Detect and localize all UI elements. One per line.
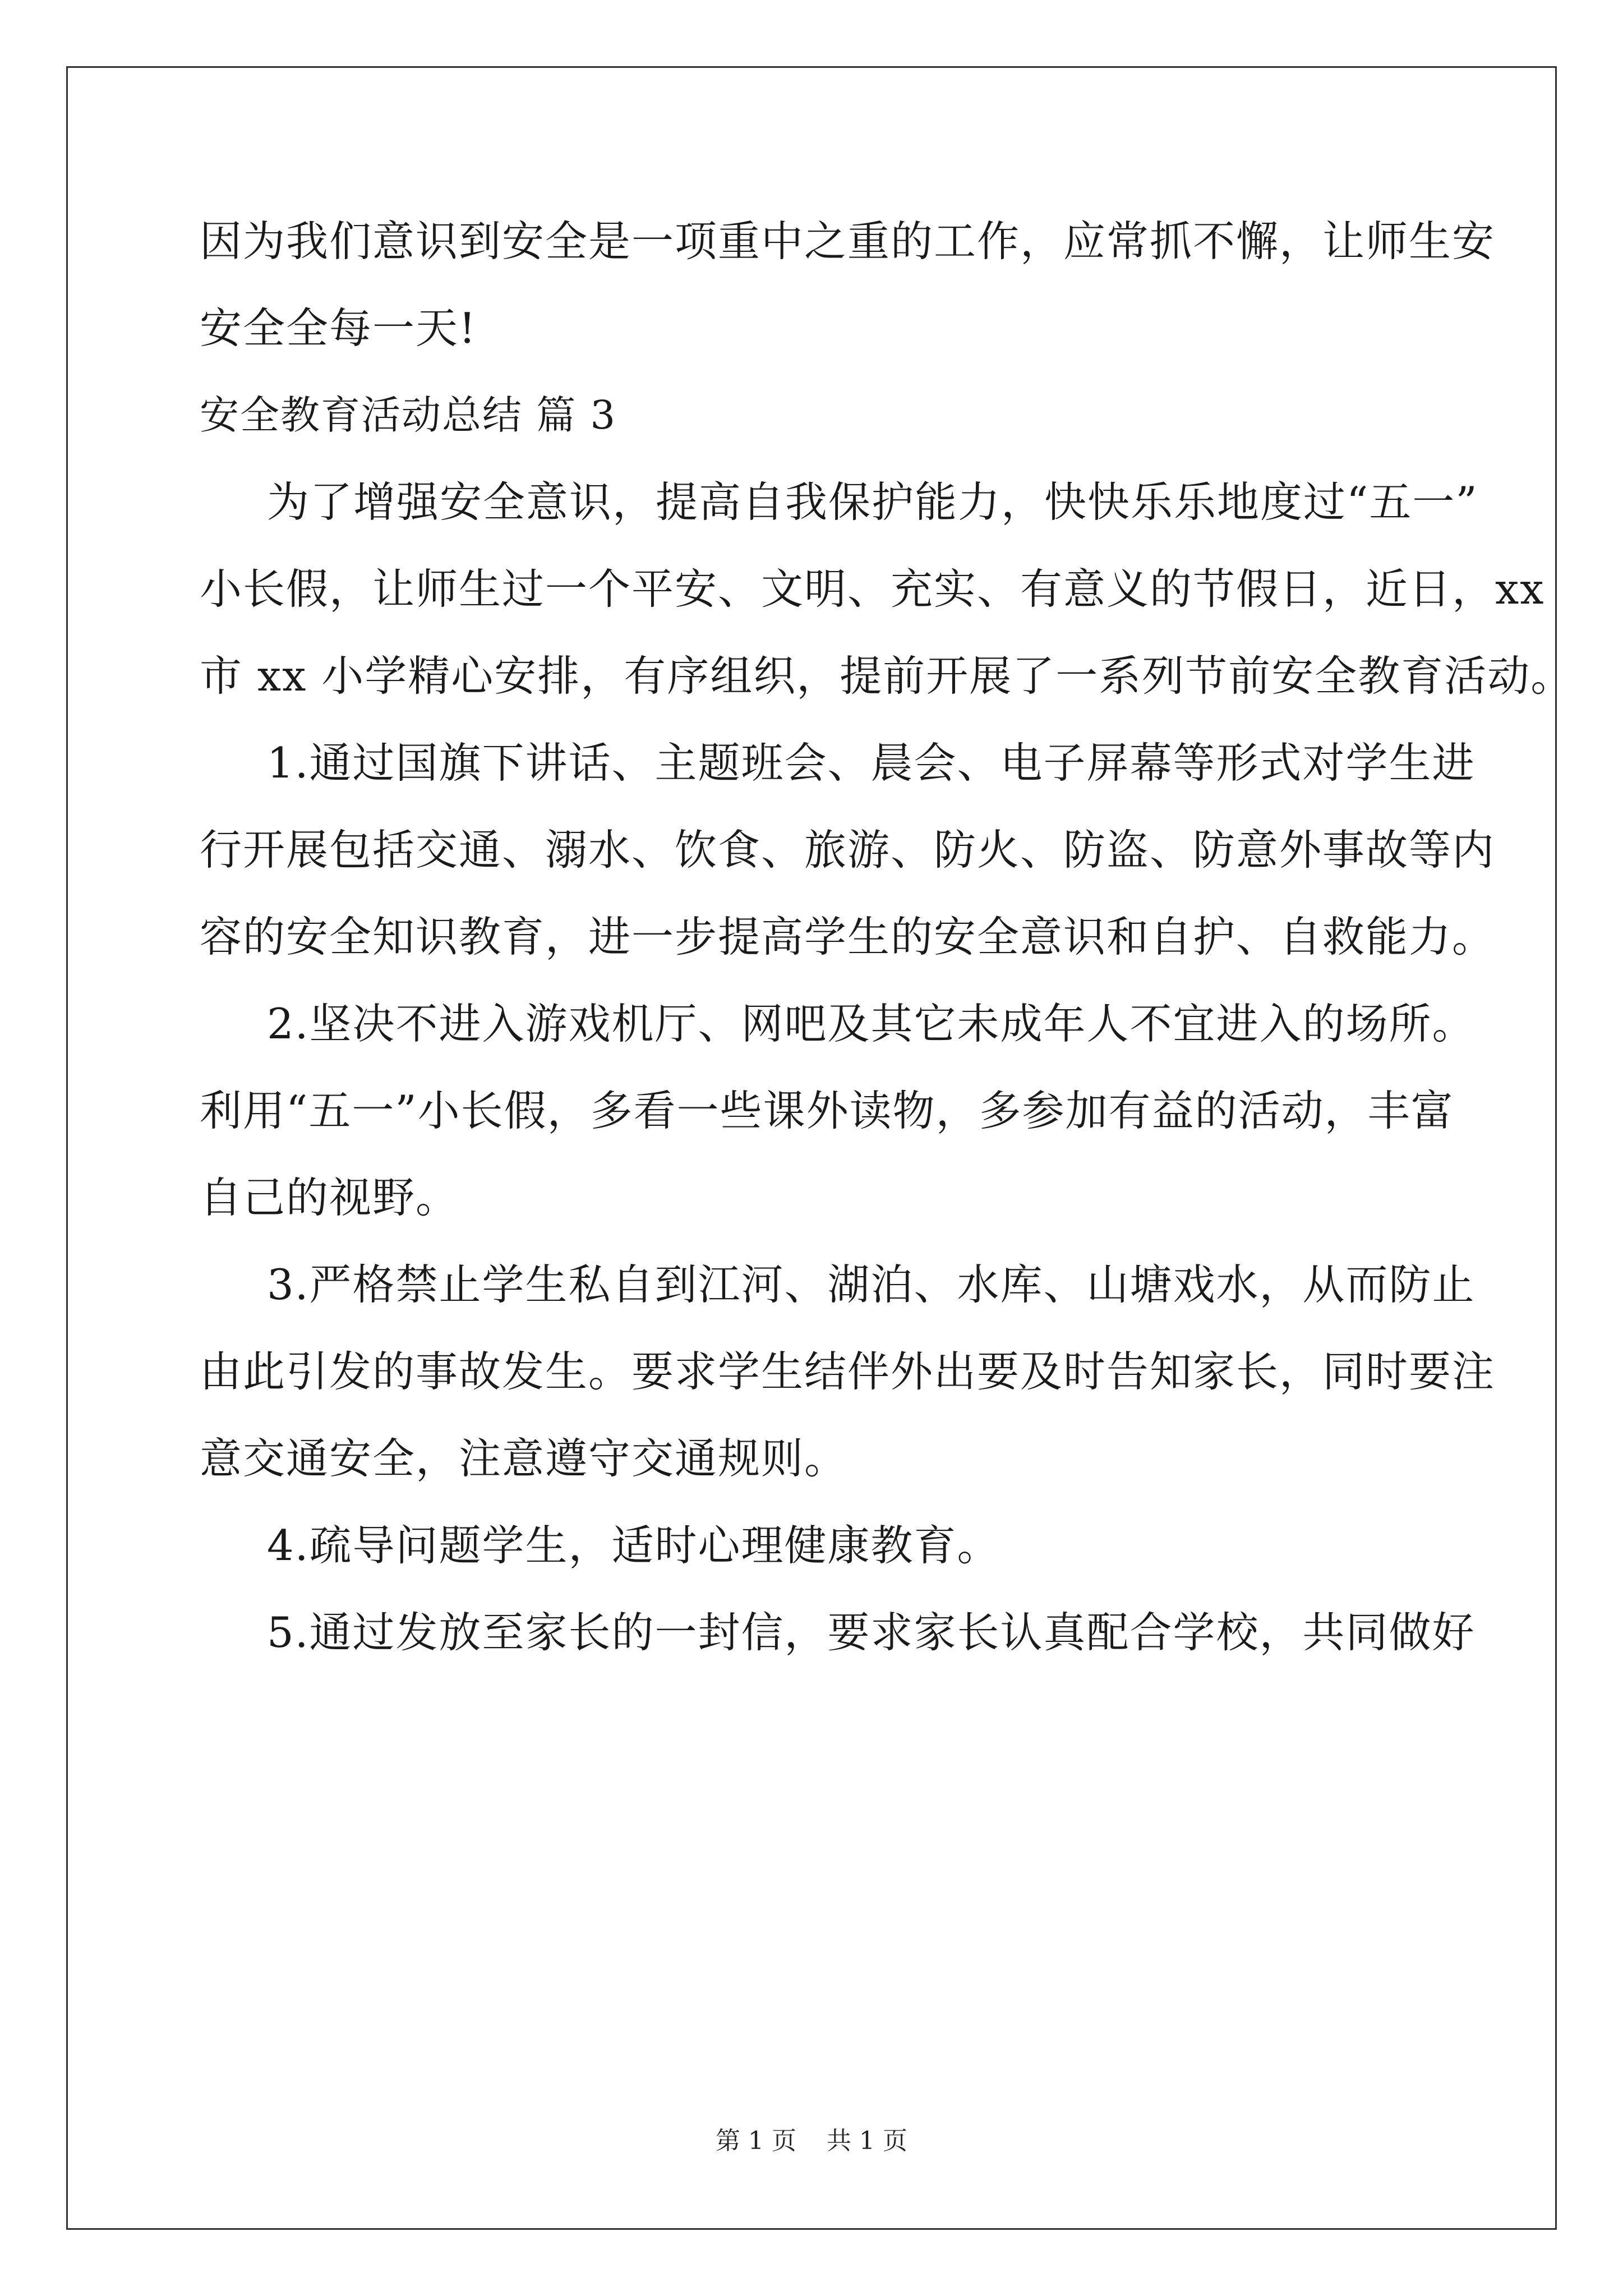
list-item-2-line: 2.坚决不进入游戏机厅、网吧及其它未成年人不宜进入的场所。 (267, 999, 1476, 1048)
page-number-total: 共 1 页 (827, 2127, 907, 2155)
list-item-3-line: 3.严格禁止学生私自到江河、湖泊、水库、山塘戏水，从而防止 (267, 1260, 1476, 1309)
text-line: 行开展包括交通、溺水、饮食、旅游、防火、防盗、防意外事故等内 (200, 825, 1496, 875)
text-line: 利用“五一”小长假，多看一些课外读物，多参加有益的活动，丰富 (200, 1086, 1454, 1135)
section-heading: 安全教育活动总结 篇 3 (200, 392, 617, 438)
page-footer (0, 2120, 1623, 2156)
text-line: 小长假，让师生过一个平安、文明、充实、有意义的节假日，近日，xx (200, 564, 1545, 614)
text-line: 为了增强安全意识，提高自我保护能力，快快乐乐地度过“五一” (267, 477, 1478, 527)
text-line: 由此引发的事故发生。要求学生结伴外出要及时告知家长，同时要注 (200, 1347, 1496, 1396)
page-number-current: 第 1 页 (716, 2127, 796, 2155)
text-line: 因为我们意识到安全是一项重中之重的工作，应常抓不懈，让师生安 (200, 217, 1496, 266)
text-line: 意交通安全，注意遵守交通规则。 (200, 1434, 848, 1483)
text-line: 安全全每一天! (200, 303, 477, 353)
list-item-1-line: 1.通过国旗下讲话、主题班会、晨会、电子屏幕等形式对学生进 (267, 738, 1476, 788)
text-line: 市 xx 小学精心安排，有序组织，提前开展了一系列节前安全教育活动。 (200, 651, 1574, 701)
list-item-5-line: 5.通过发放至家长的一封信，要求家长认真配合学校，共同做好 (267, 1608, 1476, 1657)
text-line: 容的安全知识教育，进一步提高学生的安全意识和自护、自救能力。 (200, 912, 1496, 961)
list-item-4-line: 4.疏导问题学生，适时心理健康教育。 (267, 1521, 1000, 1570)
text-line: 自己的视野。 (200, 1173, 459, 1222)
